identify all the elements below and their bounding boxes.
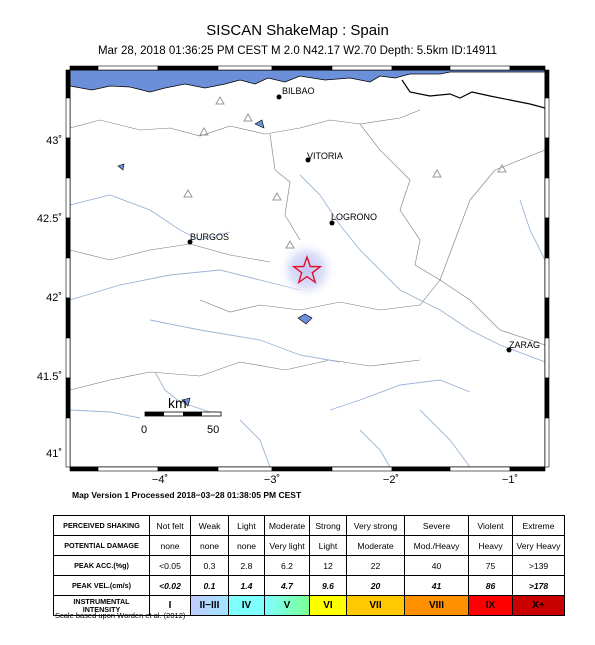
lat-label: 42˚: [46, 292, 62, 304]
frame-tick: [66, 70, 70, 98]
frame-tick: [158, 66, 218, 70]
legend-cell: Weak: [191, 516, 229, 536]
legend-cell: 9.6: [310, 576, 347, 596]
legend-cell: II−III: [191, 596, 229, 616]
legend-row-label: INSTRUMENTAL INTENSITY: [54, 596, 150, 616]
legend-cell: Moderate: [265, 516, 310, 536]
legend-cell: 86: [469, 576, 513, 596]
frame-tick: [66, 338, 70, 378]
legend-row-label: PERCEIVED SHAKING: [54, 516, 150, 536]
frame-tick: [70, 66, 98, 70]
legend-cell: none: [229, 536, 265, 556]
frame-tick: [545, 258, 549, 298]
legend-cell: Not felt: [150, 516, 191, 536]
city-marker: [277, 95, 282, 100]
legend-cell: Very light: [265, 536, 310, 556]
frame-tick: [510, 66, 545, 70]
legend-row-label: PEAK ACC.(%g): [54, 556, 150, 576]
frame-tick: [545, 178, 549, 218]
lat-label: 41˚: [46, 448, 62, 460]
frame-tick: [392, 467, 450, 471]
legend-cell: I: [150, 596, 191, 616]
legend-cell: VI: [310, 596, 347, 616]
legend-cell: Severe: [405, 516, 469, 536]
scale-note: Scale based upon Worden et al. (2012): [55, 611, 186, 620]
map-title: SISCAN ShakeMap : Spain: [206, 22, 389, 39]
legend-cell: V: [265, 596, 310, 616]
legend-cell: Extreme: [513, 516, 565, 536]
legend-cell: 12: [310, 556, 347, 576]
legend-cell: 0.3: [191, 556, 229, 576]
lat-label: 42.5˚: [36, 213, 62, 225]
legend-cell: IX: [469, 596, 513, 616]
legend-cell: Strong: [310, 516, 347, 536]
legend-row: [54, 516, 565, 536]
legend-row-label: PEAK VEL.(cm/s): [54, 576, 150, 596]
frame-tick: [66, 98, 70, 138]
frame-tick: [66, 418, 70, 467]
legend-cell: Heavy: [469, 536, 513, 556]
legend-cell: Moderate: [347, 536, 405, 556]
legend-cell: 4.7: [265, 576, 310, 596]
lon-labels: [152, 474, 518, 486]
legend-cell: X+: [513, 596, 565, 616]
frame-tick: [545, 338, 549, 378]
scale-max: 50: [207, 424, 220, 436]
frame-tick: [450, 467, 510, 471]
frame-tick: [98, 66, 158, 70]
scale-unit: km: [168, 395, 187, 411]
legend-cell: Violent: [469, 516, 513, 536]
frame-tick: [66, 298, 70, 338]
city-label-logrono: LOGRONO: [331, 212, 378, 222]
lat-labels: [37, 135, 62, 460]
frame-tick: [272, 66, 332, 70]
legend-cell: none: [191, 536, 229, 556]
legend-cell: 75: [469, 556, 513, 576]
frame-tick: [158, 467, 218, 471]
legend-cell: <0.05: [150, 556, 191, 576]
event-info: Mar 28, 2018 01:36:25 PM CEST M 2.0 N42.17 W2.70 Depth: 5.5km ID:14911: [97, 45, 498, 57]
legend-cell: Mod./Heavy: [405, 536, 469, 556]
legend-row: [54, 536, 565, 556]
frame-tick: [98, 467, 158, 471]
legend-cell: VII: [347, 596, 405, 616]
legend-cell: Very strong: [347, 516, 405, 536]
legend-cell: none: [150, 536, 191, 556]
lat-label: 43˚: [46, 135, 62, 147]
legend-cell: 41: [405, 576, 469, 596]
legend-row-label: POTENTIAL DAMAGE: [54, 536, 150, 556]
city-label-bilbao: BILBAO: [282, 86, 315, 96]
frame-tick: [66, 258, 70, 298]
lon-label: −3˚: [263, 474, 281, 486]
legend-cell: Light: [310, 536, 347, 556]
frame-tick: [332, 467, 392, 471]
frame-tick: [218, 66, 272, 70]
frame-tick: [392, 66, 450, 70]
frame-tick: [545, 378, 549, 418]
legend-cell: 40: [405, 556, 469, 576]
legend-cell: >139: [513, 556, 565, 576]
lon-label: −2˚: [382, 474, 400, 486]
city-label-zaragoza: ZARAG: [509, 340, 541, 350]
frame-tick: [545, 138, 549, 178]
frame-tick: [218, 467, 272, 471]
legend-cell: Very Heavy: [513, 536, 565, 556]
legend-cell: 20: [347, 576, 405, 596]
frame-tick: [332, 66, 392, 70]
legend-cell: 6.2: [265, 556, 310, 576]
lon-label: −4˚: [151, 474, 169, 486]
frame-tick: [545, 98, 549, 138]
frame-tick: [510, 467, 545, 471]
frame-tick: [545, 418, 549, 467]
city-label-vitoria: VITORIA: [307, 151, 343, 161]
lon-label: −1˚: [501, 474, 519, 486]
legend-cell: 1.4: [229, 576, 265, 596]
legend-cell: 2.8: [229, 556, 265, 576]
frame-tick: [450, 66, 510, 70]
frame-tick: [70, 467, 98, 471]
processed-info: Map Version 1 Processed 2018−03−28 01:38:05 PM CEST: [72, 490, 302, 500]
lat-label: 41.5˚: [36, 371, 62, 383]
frame-tick: [66, 178, 70, 218]
scale-zero: 0: [141, 424, 148, 436]
legend-cell: VIII: [405, 596, 469, 616]
frame-tick: [545, 298, 549, 338]
legend-cell: <0.02: [150, 576, 191, 596]
frame-tick: [66, 218, 70, 258]
legend-cell: Light: [229, 516, 265, 536]
legend-row: [54, 556, 565, 576]
frame-tick: [545, 70, 549, 98]
shaking-area: [277, 240, 337, 300]
frame-tick: [545, 218, 549, 258]
legend-cell: 22: [347, 556, 405, 576]
frame-tick: [66, 138, 70, 178]
legend-cell: IV: [229, 596, 265, 616]
legend-cell: 0.1: [191, 576, 229, 596]
legend-cell: >178: [513, 576, 565, 596]
frame-tick: [272, 467, 332, 471]
intensity-legend: [53, 515, 565, 616]
legend-row: [54, 576, 565, 596]
city-label-burgos: BURGOS: [190, 232, 230, 242]
frame-tick: [66, 378, 70, 418]
